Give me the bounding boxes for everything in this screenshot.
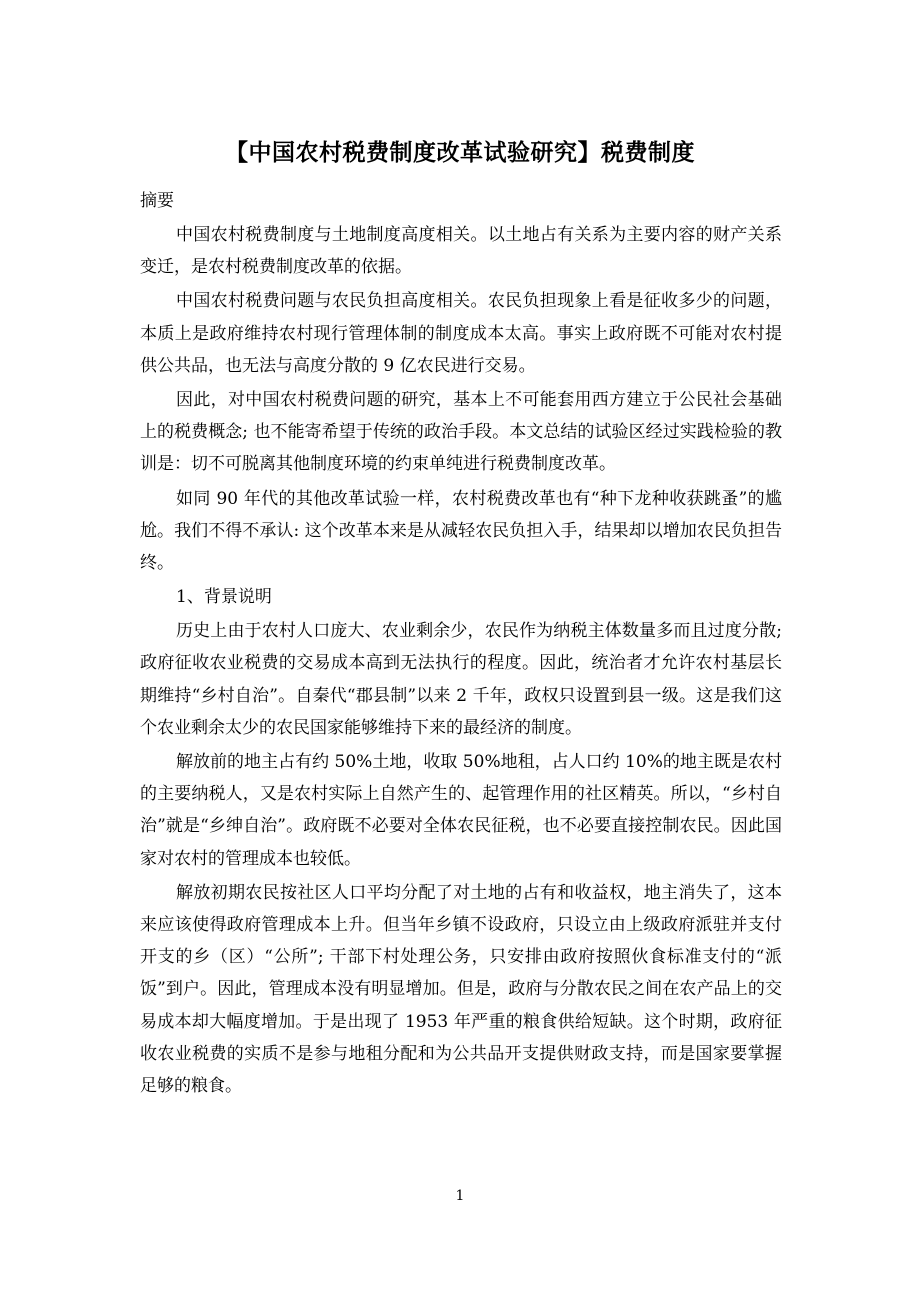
abstract-paragraph: 中国农村税费制度与土地制度高度相关。以土地占有关系为主要内容的财产关系变迁，是农村税费制度改革的依据。: [140, 225, 782, 278]
section-heading: 1、背景说明: [176, 587, 272, 608]
body-paragraph: 解放前的地主占有约 50%土地，收取 50%地租，占人口约 10%的地主既是农村的主要纳税人，又是农村实际上自然产生的、起管理作用的社区精英。所以，“乡村自治”就是“乡绅自治”。政府既不必要对全体农民征税，也不必要直接控制农民。因此国家对农村的管理成本也较低。: [140, 752, 782, 869]
abstract-paragraph: 因此，对中国农村税费问题的研究，基本上不可能套用西方建立于公民社会基础上的税费概念; 也不能寄希望于传统的政治手段。本文总结的试验区经过实践检验的教训是：切不可脱离其他制度环境的约束单纯进行税费制度改革。: [140, 390, 782, 475]
document-body: [140, 186, 782, 1104]
document-title: 【中国农村税费制度改革试验研究】税费制度: [225, 139, 695, 166]
body-paragraph: 解放初期农民按社区人口平均分配了对土地的占有和收益权，地主消失了，这本来应该使得政府管理成本上升。但当年乡镇不设政府，只设立由上级政府派驻并支付开支的乡（区）“公所”; 干部下村处理公务，只安排由政府按照伙食标准支付的“派饭”到户。因此，管理成本没有明显增加。但是，政府与分散农民之间在农产品上的交易成本却大幅度增加。于是出现了 1953 年严重的粮食供给短缺。这个时期，政府征收农业税费的实质不是参与地租分配和为公共品开支提供财政支持，而是国家要掌握足够的粮食。: [140, 882, 782, 1097]
body-paragraph: 历史上由于农村人口庞大、农业剩余少，农民作为纳税主体数量多而且过度分散; 政府征收农业税费的交易成本高到无法执行的程度。因此，统治者才允许农村基层长期维持“乡村自治”。自秦代“郡县制”以来 2 千年，政权只设置到县一级。这是我们这个农业剩余太少的农民国家能够维持下来的最经济的制度。: [140, 621, 782, 738]
abstract-paragraph: 如同 90 年代的其他改革试验一样，农村税费改革也有“种下龙种收获跳蚤”的尴尬。我们不得不承认: 这个改革本来是从减轻农民负担入手，结果却以增加农民负担告终。: [140, 488, 782, 574]
page-number: 1: [455, 1188, 465, 1204]
abstract-paragraph: 中国农村税费问题与农民负担高度相关。农民负担现象上看是征收多少的问题，本质上是政府维持农村现行管理体制的制度成本太高。事实上政府既不可能对农村提供公共品，也无法与高度分散的 9 亿农民进行交易。: [140, 291, 782, 376]
abstract-label: 摘要: [140, 191, 174, 211]
